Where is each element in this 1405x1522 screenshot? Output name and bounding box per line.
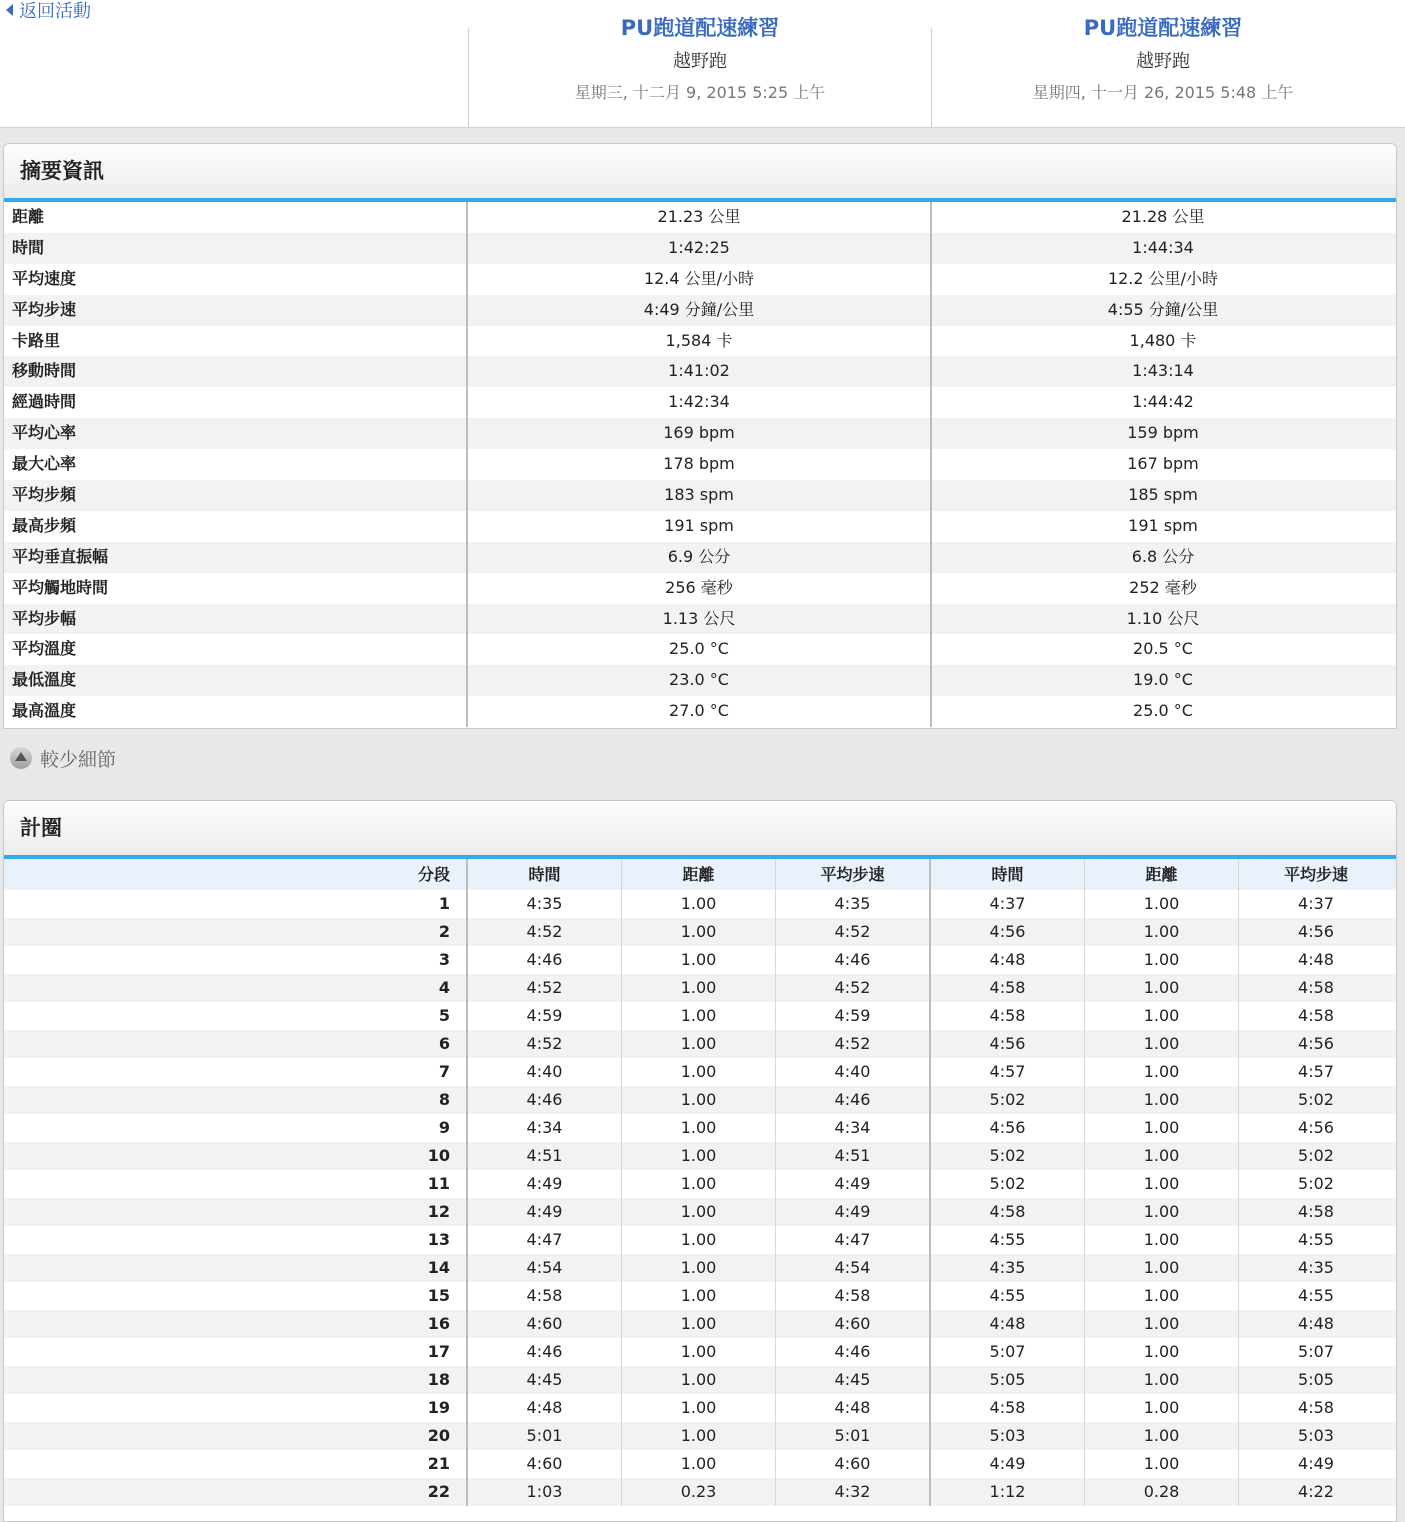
summary-row	[4, 511, 1396, 542]
summary-value-activity-2: 167 bpm	[1127, 454, 1199, 474]
summary-value-activity-2: 25.0 °C	[1133, 701, 1193, 721]
lap-pace-activity-2: 5:05	[1298, 1370, 1334, 1389]
summary-value-activity-1: 21.23 公里	[468, 202, 932, 233]
summary-value-activity-2: 21.28 公里	[1121, 207, 1205, 226]
summary-value-activity-1: 6.9 公分	[468, 542, 932, 573]
lap-distance-activity-1: 1.00	[622, 1338, 776, 1366]
summary-label: 平均溫度	[4, 634, 468, 665]
back-link-label: 返回活動	[19, 1, 91, 22]
lap-pace-activity-1: 4:48	[776, 1394, 931, 1422]
lap-segment-number: 14	[4, 1254, 468, 1282]
lap-pace-activity-2: 4:55	[1298, 1286, 1334, 1305]
lap-row	[4, 1198, 1396, 1226]
laps-heading: 計圈	[4, 801, 1396, 859]
summary-label: 移動時間	[4, 356, 468, 387]
lap-pace-activity-1: 4:45	[776, 1366, 931, 1394]
distance-column-header: 距離	[622, 859, 776, 890]
lap-distance-activity-2: 1.00	[1085, 1282, 1239, 1310]
lap-time-activity-1: 4:40	[468, 1058, 622, 1086]
lap-segment-number: 6	[4, 1030, 468, 1058]
lap-distance-activity-2: 1.00	[1085, 1422, 1239, 1450]
lap-distance-activity-1: 1.00	[622, 890, 776, 918]
summary-value-activity-1: 183 spm	[468, 480, 932, 511]
lap-time-activity-1: 4:60	[468, 1310, 622, 1338]
summary-value-activity-1: 23.0 °C	[468, 665, 932, 696]
lap-time-activity-1: 4:52	[468, 918, 622, 946]
summary-row	[4, 264, 1396, 295]
lap-distance-activity-2: 1.00	[1085, 1394, 1239, 1422]
lap-pace-activity-1: 4:46	[776, 1338, 931, 1366]
lap-distance-activity-1: 1.00	[622, 1002, 776, 1030]
summary-row	[4, 604, 1396, 635]
lap-distance-activity-2: 1.00	[1085, 1086, 1239, 1114]
summary-value-activity-1: 27.0 °C	[468, 696, 932, 727]
lap-row	[4, 1114, 1396, 1142]
lap-time-activity-1: 4:52	[468, 974, 622, 1002]
summary-row	[4, 542, 1396, 573]
summary-label: 時間	[4, 233, 468, 264]
summary-label: 經過時間	[4, 387, 468, 418]
lap-pace-activity-2: 4:57	[1298, 1062, 1334, 1081]
lap-distance-activity-2: 1.00	[1085, 1114, 1239, 1142]
summary-value-activity-2: 6.8 公分	[1131, 546, 1195, 566]
lap-segment-number: 1	[4, 890, 468, 918]
lap-row	[4, 1450, 1396, 1478]
lap-row	[4, 1170, 1396, 1198]
lap-row	[4, 1310, 1396, 1338]
lap-distance-activity-1: 1.00	[622, 1254, 776, 1282]
lap-time-activity-1: 1:03	[468, 1478, 622, 1506]
less-details-label: 較少細節	[40, 748, 117, 771]
summary-value-activity-2: 191 spm	[1128, 515, 1198, 535]
lap-pace-activity-2: 4:58	[1298, 1006, 1334, 1025]
lap-pace-activity-2: 5:03	[1298, 1426, 1334, 1445]
summary-label: 平均垂直振幅	[4, 542, 468, 573]
lap-time-activity-2: 4:58	[931, 974, 1085, 1002]
summary-value-activity-2: 1.10 公尺	[1126, 608, 1200, 628]
lap-row	[4, 1002, 1396, 1030]
lap-distance-activity-2: 1.00	[1085, 1170, 1239, 1198]
summary-label: 最低溫度	[4, 665, 468, 696]
lap-time-activity-2: 4:48	[931, 1310, 1085, 1338]
lap-row	[4, 890, 1396, 918]
lap-pace-activity-1: 4:49	[776, 1170, 931, 1198]
collapse-up-icon	[10, 747, 32, 769]
lap-pace-activity-2: 4:35	[1298, 1258, 1334, 1277]
lap-time-activity-1: 4:51	[468, 1142, 622, 1170]
laps-panel	[3, 800, 1397, 1522]
lap-pace-activity-1: 5:01	[776, 1422, 931, 1450]
lap-time-activity-2: 4:49	[931, 1450, 1085, 1478]
summary-label: 距離	[4, 202, 468, 233]
summary-label: 平均步速	[4, 295, 468, 326]
lap-time-activity-2: 4:55	[931, 1226, 1085, 1254]
summary-value-activity-1: 169 bpm	[468, 418, 932, 449]
lap-pace-activity-2: 4:58	[1298, 1398, 1334, 1417]
lap-time-activity-2: 5:02	[931, 1086, 1085, 1114]
lap-time-activity-1: 4:49	[468, 1198, 622, 1226]
lap-segment-number: 21	[4, 1450, 468, 1478]
activity-date: 星期四, 十一月 26, 2015 5:48 上午	[1032, 83, 1294, 102]
lap-distance-activity-1: 1.00	[622, 1170, 776, 1198]
lap-row	[4, 1422, 1396, 1450]
lap-time-activity-2: 5:07	[931, 1338, 1085, 1366]
lap-distance-activity-1: 1.00	[622, 1450, 776, 1478]
lap-time-activity-1: 4:46	[468, 1338, 622, 1366]
lap-time-activity-2: 5:02	[931, 1142, 1085, 1170]
summary-label: 最高步頻	[4, 511, 468, 542]
lap-distance-activity-2: 1.00	[1085, 1450, 1239, 1478]
lap-distance-activity-2: 1.00	[1085, 918, 1239, 946]
lap-pace-activity-2: 4:56	[1298, 1118, 1334, 1137]
distance-column-header: 距離	[1085, 859, 1239, 890]
lap-distance-activity-2: 0.28	[1085, 1478, 1239, 1506]
lap-distance-activity-2: 1.00	[1085, 1338, 1239, 1366]
summary-row	[4, 295, 1396, 326]
summary-value-activity-2: 20.5 °C	[1133, 639, 1193, 659]
lap-time-activity-2: 5:03	[931, 1422, 1085, 1450]
lap-distance-activity-1: 1.00	[622, 1226, 776, 1254]
lap-time-activity-1: 4:46	[468, 1086, 622, 1114]
summary-value-activity-1: 1:42:25	[468, 233, 932, 264]
lap-segment-number: 2	[4, 918, 468, 946]
summary-row	[4, 202, 1396, 233]
summary-value-activity-2: 12.2 公里/小時	[1107, 268, 1219, 288]
lap-segment-number: 17	[4, 1338, 468, 1366]
lap-segment-number: 4	[4, 974, 468, 1002]
lap-pace-activity-1: 4:60	[776, 1310, 931, 1338]
lap-row	[4, 1282, 1396, 1310]
lap-distance-activity-2: 1.00	[1085, 1058, 1239, 1086]
lap-time-activity-2: 4:57	[931, 1058, 1085, 1086]
lap-segment-number: 22	[4, 1478, 468, 1506]
lap-pace-activity-2: 5:02	[1298, 1174, 1334, 1193]
lap-row	[4, 946, 1396, 974]
lap-distance-activity-2: 1.00	[1085, 946, 1239, 974]
lap-row	[4, 974, 1396, 1002]
summary-value-activity-1: 1:42:34	[468, 387, 932, 418]
lap-segment-number: 7	[4, 1058, 468, 1086]
summary-value-activity-1: 1,584 卡	[468, 326, 932, 357]
summary-value-activity-1: 178 bpm	[468, 449, 932, 480]
lap-time-activity-2: 4:37	[931, 890, 1085, 918]
lap-pace-activity-1: 4:49	[776, 1198, 931, 1226]
lap-time-activity-2: 4:56	[931, 1030, 1085, 1058]
lap-distance-activity-1: 1.00	[622, 1282, 776, 1310]
lap-pace-activity-1: 4:32	[776, 1478, 931, 1506]
pace-column-header: 平均步速	[776, 859, 931, 890]
back-to-activities-link[interactable]	[6, 0, 91, 22]
lap-distance-activity-2: 1.00	[1085, 890, 1239, 918]
summary-value-activity-1: 256 毫秒	[468, 573, 932, 604]
lap-pace-activity-1: 4:52	[776, 918, 931, 946]
lap-distance-activity-2: 1.00	[1085, 974, 1239, 1002]
segment-column-header: 分段	[4, 859, 468, 890]
lap-time-activity-2: 4:48	[931, 946, 1085, 974]
lap-segment-number: 5	[4, 1002, 468, 1030]
lap-time-activity-2: 4:58	[931, 1394, 1085, 1422]
lap-time-activity-2: 1:12	[931, 1478, 1085, 1506]
lap-pace-activity-1: 4:51	[776, 1142, 931, 1170]
summary-row	[4, 387, 1396, 418]
summary-value-activity-1: 25.0 °C	[468, 634, 932, 665]
lap-time-activity-2: 4:58	[931, 1198, 1085, 1226]
summary-row	[4, 356, 1396, 387]
lap-row	[4, 1030, 1396, 1058]
lap-time-activity-2: 4:58	[931, 1002, 1085, 1030]
lap-segment-number: 12	[4, 1198, 468, 1226]
lap-pace-activity-2: 4:55	[1298, 1230, 1334, 1249]
lap-row	[4, 918, 1396, 946]
lap-row	[4, 1394, 1396, 1422]
summary-value-activity-2: 1:44:34	[1132, 237, 1194, 257]
summary-value-activity-1: 1.13 公尺	[468, 604, 932, 635]
summary-row	[4, 634, 1396, 665]
activity-title-link[interactable]: PU跑道配速練習	[1083, 16, 1243, 40]
summary-value-activity-1: 4:49 分鐘/公里	[468, 295, 932, 326]
summary-value-activity-2: 1,480 卡	[1129, 330, 1197, 350]
lap-distance-activity-2: 1.00	[1085, 1002, 1239, 1030]
lap-time-activity-2: 4:55	[931, 1282, 1085, 1310]
comparison-header	[0, 0, 1405, 128]
summary-value-activity-2: 252 毫秒	[1129, 577, 1197, 597]
lap-pace-activity-1: 4:47	[776, 1226, 931, 1254]
activity-date: 星期三, 十二月 9, 2015 5:25 上午	[574, 83, 826, 102]
lap-distance-activity-1: 0.23	[622, 1478, 776, 1506]
summary-row	[4, 449, 1396, 480]
lap-distance-activity-1: 1.00	[622, 1142, 776, 1170]
lap-pace-activity-1: 4:40	[776, 1058, 931, 1086]
lap-segment-number: 19	[4, 1394, 468, 1422]
lap-distance-activity-1: 1.00	[622, 1058, 776, 1086]
lap-segment-number: 18	[4, 1366, 468, 1394]
lap-segment-number: 3	[4, 946, 468, 974]
lap-distance-activity-2: 1.00	[1085, 1254, 1239, 1282]
lap-pace-activity-1: 4:46	[776, 1086, 931, 1114]
lap-distance-activity-1: 1.00	[622, 946, 776, 974]
lap-distance-activity-1: 1.00	[622, 1114, 776, 1142]
lap-pace-activity-2: 4:56	[1298, 922, 1334, 941]
lap-time-activity-1: 5:01	[468, 1422, 622, 1450]
lap-time-activity-1: 4:34	[468, 1114, 622, 1142]
summary-value-activity-2: 1:43:14	[1132, 361, 1194, 381]
lap-row	[4, 1058, 1396, 1086]
lap-time-activity-1: 4:60	[468, 1450, 622, 1478]
summary-label: 平均觸地時間	[4, 573, 468, 604]
lap-pace-activity-2: 4:37	[1298, 894, 1334, 913]
summary-row	[4, 665, 1396, 696]
lap-distance-activity-1: 1.00	[622, 1030, 776, 1058]
lap-time-activity-1: 4:52	[468, 1030, 622, 1058]
summary-label: 平均心率	[4, 418, 468, 449]
summary-row	[4, 696, 1396, 727]
lap-time-activity-1: 4:47	[468, 1226, 622, 1254]
summary-row	[4, 418, 1396, 449]
summary-heading: 摘要資訊	[4, 144, 1396, 202]
activity-type: 越野跑	[1136, 51, 1190, 72]
lap-distance-activity-1: 1.00	[622, 1422, 776, 1450]
back-arrow-icon	[6, 4, 13, 16]
lap-time-activity-1: 4:48	[468, 1394, 622, 1422]
summary-value-activity-1: 12.4 公里/小時	[468, 264, 932, 295]
summary-value-activity-2: 4:55 分鐘/公里	[1107, 299, 1219, 319]
lap-pace-activity-1: 4:52	[776, 1030, 931, 1058]
lap-pace-activity-2: 4:56	[1298, 1034, 1334, 1053]
summary-value-activity-2: 1:44:42	[1132, 392, 1194, 412]
pace-column-header: 平均步速	[1283, 865, 1348, 884]
lap-time-activity-2: 4:56	[931, 918, 1085, 946]
summary-panel	[3, 143, 1397, 729]
lap-row	[4, 1142, 1396, 1170]
lap-time-activity-1: 4:54	[468, 1254, 622, 1282]
lap-row	[4, 1254, 1396, 1282]
summary-value-activity-2: 185 spm	[1128, 485, 1198, 505]
lap-distance-activity-1: 1.00	[622, 1198, 776, 1226]
lap-row	[4, 1226, 1396, 1254]
lap-time-activity-1: 4:58	[468, 1282, 622, 1310]
lap-time-activity-1: 4:49	[468, 1170, 622, 1198]
lap-distance-activity-1: 1.00	[622, 1394, 776, 1422]
lap-pace-activity-2: 4:48	[1298, 1314, 1334, 1333]
lap-pace-activity-2: 4:58	[1298, 978, 1334, 997]
summary-value-activity-1: 191 spm	[468, 511, 932, 542]
lap-pace-activity-1: 4:59	[776, 1002, 931, 1030]
lap-segment-number: 10	[4, 1142, 468, 1170]
lap-time-activity-1: 4:35	[468, 890, 622, 918]
lap-segment-number: 15	[4, 1282, 468, 1310]
summary-value-activity-2: 159 bpm	[1127, 423, 1199, 443]
lap-time-activity-2: 5:02	[931, 1170, 1085, 1198]
lap-distance-activity-1: 1.00	[622, 974, 776, 1002]
lap-row	[4, 1366, 1396, 1394]
lap-segment-number: 20	[4, 1422, 468, 1450]
activity-column-1	[469, 0, 931, 127]
lap-pace-activity-1: 4:52	[776, 974, 931, 1002]
summary-label: 卡路里	[4, 326, 468, 357]
activity-type: 越野跑	[673, 51, 727, 72]
less-details-toggle[interactable]	[10, 745, 116, 771]
lap-distance-activity-2: 1.00	[1085, 1198, 1239, 1226]
lap-row	[4, 1478, 1396, 1506]
laps-table	[4, 859, 1396, 1506]
lap-distance-activity-2: 1.00	[1085, 1142, 1239, 1170]
summary-label: 平均步頻	[4, 480, 468, 511]
lap-segment-number: 9	[4, 1114, 468, 1142]
activity-title-link[interactable]: PU跑道配速練習	[620, 16, 780, 40]
lap-segment-number: 16	[4, 1310, 468, 1338]
lap-distance-activity-1: 1.00	[622, 1310, 776, 1338]
summary-row	[4, 326, 1396, 357]
lap-segment-number: 8	[4, 1086, 468, 1114]
summary-label: 最高溫度	[4, 696, 468, 727]
summary-row	[4, 480, 1396, 511]
lap-segment-number: 11	[4, 1170, 468, 1198]
lap-pace-activity-1: 4:34	[776, 1114, 931, 1142]
lap-distance-activity-2: 1.00	[1085, 1226, 1239, 1254]
lap-distance-activity-1: 1.00	[622, 1086, 776, 1114]
lap-pace-activity-1: 4:58	[776, 1282, 931, 1310]
lap-row	[4, 1338, 1396, 1366]
lap-time-activity-2: 4:56	[931, 1114, 1085, 1142]
lap-row	[4, 1086, 1396, 1114]
lap-pace-activity-2: 5:07	[1298, 1342, 1334, 1361]
summary-label: 最大心率	[4, 449, 468, 480]
lap-pace-activity-1: 4:60	[776, 1450, 931, 1478]
lap-pace-activity-2: 5:02	[1298, 1146, 1334, 1165]
summary-row	[4, 573, 1396, 604]
lap-pace-activity-1: 4:54	[776, 1254, 931, 1282]
summary-value-activity-2: 19.0 °C	[1133, 670, 1193, 690]
lap-pace-activity-2: 4:49	[1298, 1454, 1334, 1473]
lap-time-activity-1: 4:45	[468, 1366, 622, 1394]
lap-time-activity-1: 4:46	[468, 946, 622, 974]
summary-row	[4, 233, 1396, 264]
summary-value-activity-1: 1:41:02	[468, 356, 932, 387]
laps-header-row	[4, 859, 1396, 890]
lap-distance-activity-2: 1.00	[1085, 1030, 1239, 1058]
lap-pace-activity-1: 4:35	[776, 890, 931, 918]
lap-pace-activity-2: 4:48	[1298, 950, 1334, 969]
time-column-header: 時間	[468, 859, 622, 890]
summary-label: 平均速度	[4, 264, 468, 295]
time-column-header: 時間	[931, 859, 1085, 890]
summary-table	[4, 202, 1396, 727]
lap-time-activity-1: 4:59	[468, 1002, 622, 1030]
summary-label: 平均步幅	[4, 604, 468, 635]
lap-distance-activity-1: 1.00	[622, 1366, 776, 1394]
lap-pace-activity-2: 5:02	[1298, 1090, 1334, 1109]
lap-pace-activity-2: 4:58	[1298, 1202, 1334, 1221]
lap-pace-activity-1: 4:46	[776, 946, 931, 974]
lap-time-activity-2: 4:35	[931, 1254, 1085, 1282]
lap-time-activity-2: 5:05	[931, 1366, 1085, 1394]
lap-distance-activity-2: 1.00	[1085, 1366, 1239, 1394]
lap-distance-activity-2: 1.00	[1085, 1310, 1239, 1338]
activity-column-2	[932, 0, 1394, 127]
lap-distance-activity-1: 1.00	[622, 918, 776, 946]
lap-segment-number: 13	[4, 1226, 468, 1254]
lap-pace-activity-2: 4:22	[1298, 1482, 1334, 1501]
